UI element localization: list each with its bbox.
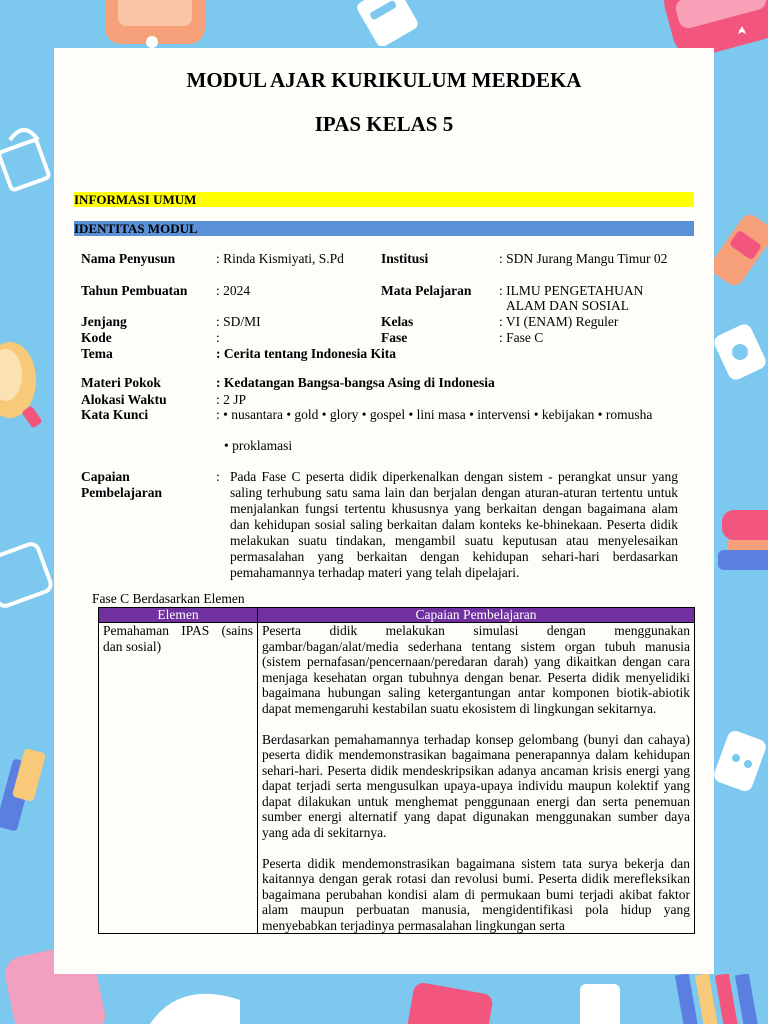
section-identitas-modul: IDENTITAS MODUL <box>74 221 694 236</box>
header-elemen: Elemen <box>99 608 258 623</box>
label-tahun-pembuatan: Tahun Pembuatan <box>81 283 188 298</box>
tape-icon <box>0 540 54 610</box>
document-subtitle: IPAS KELAS 5 <box>314 112 454 136</box>
capaian-colon: : <box>216 469 220 484</box>
value-fase: : Fase C <box>499 330 544 345</box>
value-tema: : Cerita tentang Indonesia Kita <box>216 346 396 361</box>
value-kelas: : VI (ENAM) Reguler <box>499 314 619 329</box>
label-capaian-line2: Pembelajaran <box>81 485 162 500</box>
element-table <box>98 607 695 934</box>
value-jenjang: : SD/MI <box>216 314 261 329</box>
label-materi-pokok: Materi Pokok <box>81 375 161 390</box>
value-nama-penyusun: : Rinda Kismiyati, S.Pd <box>216 251 344 266</box>
table-header-row <box>99 608 695 623</box>
document-title: MODUL AJAR KURIKULUM MERDEKA <box>186 68 582 92</box>
document-page <box>54 48 714 974</box>
value-tahun-pembuatan: : 2024 <box>216 283 251 298</box>
ruler-icon <box>714 720 768 820</box>
table-row <box>99 623 695 934</box>
value-institusi: : SDN Jurang Mangu Timur 02 <box>499 251 668 266</box>
section-informasi-umum: INFORMASI UMUM <box>74 192 694 207</box>
value-mata-pelajaran-1: : ILMU PENGETAHUAN <box>499 283 644 298</box>
value-mata-pelajaran-2: ALAM DAN SOSIAL <box>506 298 630 313</box>
label-alokasi-waktu: Alokasi Waktu <box>81 392 167 407</box>
value-kata-kunci-1: : • nusantara • gold • glory • gospel • lini masa • intervensi • kebijakan • romusha <box>216 407 653 422</box>
label-tema: Tema <box>81 346 113 361</box>
crayon-icon <box>0 740 54 840</box>
pencils-icon <box>390 974 768 1024</box>
glue-stick-icon <box>0 335 54 435</box>
binder-clip-icon <box>0 125 54 205</box>
cell-capaian <box>258 623 695 934</box>
backpack-icon <box>100 0 210 48</box>
value-kata-kunci-2: • proklamasi <box>224 438 293 453</box>
table-caption: Fase C Berdasarkan Elemen <box>92 591 245 606</box>
label-mata-pelajaran: Mata Pelajaran <box>381 283 472 298</box>
label-fase: Fase <box>381 330 408 345</box>
capaian-text: Pada Fase C peserta didik diperkenalkan dengan sistem - perangkat unsur yang saling terhubung satu sama lain dan berjalan dengan aturan-aturan tertentu untuk menjalankan fungsi tertentu khususnya yang berkaitan dengan bagaimana alam dan kehidupan sosial saling berkaitan dalam konteks ke-bhinekaan. Peserta didik melakukan suatu tindakan, mengambil suatu keputusan atau menyelesaikan permasalahan yang berkaitan dengan kehidupan sehari-hari berdasarkan pemahamannya terhadap materi yang telah dipelajari. <box>230 469 678 580</box>
capaian-paragraph-1: Peserta didik melakukan simulasi dengan menggunakan gambar/bagan/alat/media sederhana tentang sistem organ tubuh manusia (sistem pernafasan/pencernaan/peredaran darah) yang dikaitkan dengan cara menjaga kesehatan organ tubuhnya dengan benar. Peserta didik menyelidiki bagaimana hubungan saling ketergantungan antar komponen biotik-abiotik dapat memengaruhi kestabilan suatu ekosistem di lingkungan sekitarnya. <box>262 623 690 716</box>
capaian-paragraph-3: Peserta didik mendemonstrasikan bagaimana sistem tata surya bekerja dan kaitannya dengan gerak rotasi dan revolusi bumi. Peserta didik merefleksikan bagaimana perubahan kondisi alam di permukaan bumi terjadi akibat faktor alam maupun perbuatan manusia, mengidentifikasi pola hidup yang menyebabkan terjadinya permasalahan lingkungan serta <box>262 855 690 933</box>
label-capaian-line1: Capaian <box>81 469 130 484</box>
value-materi-pokok: : Kedatangan Bangsa-bangsa Asing di Indonesia <box>216 375 495 390</box>
stapler-icon <box>714 490 768 590</box>
label-jenjang: Jenjang <box>81 314 127 329</box>
value-alokasi-waktu: : 2 JP <box>216 392 247 407</box>
cell-elemen: Pemahaman IPAS (sains dan sosial) <box>99 623 258 934</box>
label-institusi: Institusi <box>381 251 429 266</box>
sharpener-icon <box>714 318 768 388</box>
label-capaian-pembelajaran <box>81 469 162 501</box>
value-kode: : <box>216 330 220 345</box>
label-nama-penyusun: Nama Penyusun <box>81 251 176 266</box>
header-capaian-pembelajaran: Capaian Pembelajaran <box>258 608 695 623</box>
label-kode: Kode <box>81 330 112 345</box>
label-kata-kunci: Kata Kunci <box>81 407 149 422</box>
paint-tube-icon <box>714 205 768 295</box>
capaian-paragraph-2: Berdasarkan pemahamannya terhadap konsep gelombang (bunyi dan cahaya) peserta didik mendemonstrasikan bagaimana penerapannya dalam kehidupan sehari-hari. Peserta didik mendeskripsikan adanya ancaman krisis energi yang dapat terjadi serta mengusulkan upaya-upaya individu maupun kolektif yang dapat dilakukan untuk menghemat penggunaan energi dan serta penemuan sumber energi alternatif yang dapat digunakan menggunakan sumber daya yang ada di sekitarnya. <box>262 731 690 840</box>
juice-box-icon <box>355 0 430 46</box>
label-kelas: Kelas <box>381 314 414 329</box>
